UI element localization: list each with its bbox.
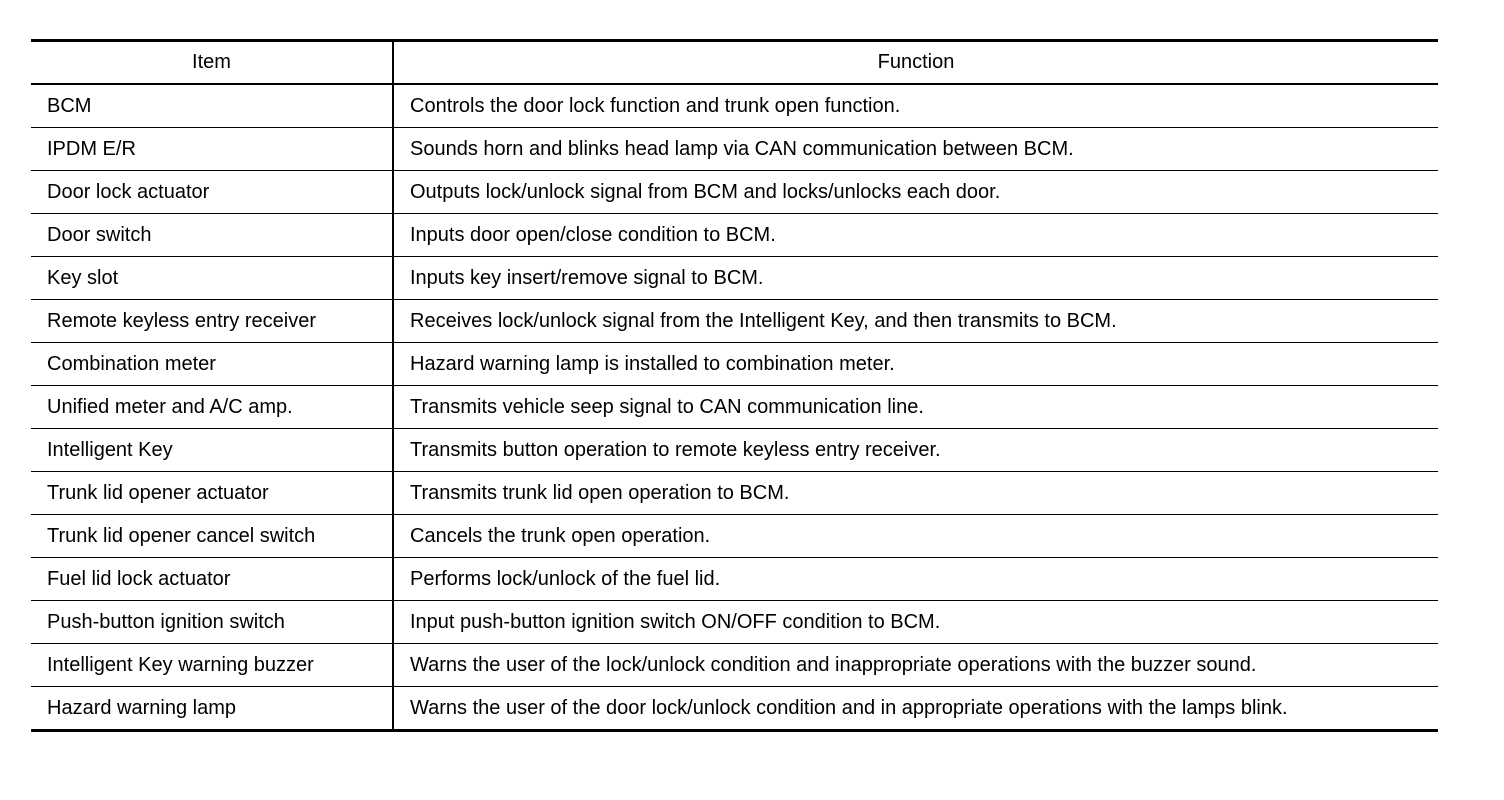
function-cell: Inputs key insert/remove signal to BCM. <box>393 257 1438 300</box>
table-row <box>31 84 1438 128</box>
item-cell: Intelligent Key <box>31 429 393 472</box>
table-row <box>31 300 1438 343</box>
table-row <box>31 515 1438 558</box>
function-cell: Receives lock/unlock signal from the Intelligent Key, and then transmits to BCM. <box>393 300 1438 343</box>
table-row <box>31 429 1438 472</box>
item-cell: Key slot <box>31 257 393 300</box>
item-cell: Intelligent Key warning buzzer <box>31 644 393 687</box>
table-row <box>31 644 1438 687</box>
table-row <box>31 687 1438 731</box>
table-row <box>31 601 1438 644</box>
item-cell: IPDM E/R <box>31 128 393 171</box>
table-row <box>31 472 1438 515</box>
function-cell: Controls the door lock function and trunk open function. <box>393 84 1438 128</box>
table-row <box>31 257 1438 300</box>
item-cell: Hazard warning lamp <box>31 687 393 731</box>
header-item: Item <box>31 41 393 85</box>
item-cell: Fuel lid lock actuator <box>31 558 393 601</box>
item-cell: BCM <box>31 84 393 128</box>
header-function: Function <box>393 41 1438 85</box>
item-cell: Trunk lid opener cancel switch <box>31 515 393 558</box>
table-row <box>31 214 1438 257</box>
item-cell: Door lock actuator <box>31 171 393 214</box>
function-cell: Sounds horn and blinks head lamp via CAN communication between BCM. <box>393 128 1438 171</box>
table-row <box>31 558 1438 601</box>
table-row <box>31 171 1438 214</box>
table-row <box>31 386 1438 429</box>
table-row <box>31 343 1438 386</box>
item-cell: Unified meter and A/C amp. <box>31 386 393 429</box>
function-cell: Performs lock/unlock of the fuel lid. <box>393 558 1438 601</box>
function-cell: Inputs door open/close condition to BCM. <box>393 214 1438 257</box>
function-cell: Warns the user of the door lock/unlock condition and in appropriate operations with the lamps blink. <box>393 687 1438 731</box>
header-row <box>31 41 1438 85</box>
function-cell: Transmits trunk lid open operation to BCM. <box>393 472 1438 515</box>
item-cell: Remote keyless entry receiver <box>31 300 393 343</box>
function-cell: Cancels the trunk open operation. <box>393 515 1438 558</box>
component-function-table <box>31 39 1438 732</box>
function-cell: Input push-button ignition switch ON/OFF condition to BCM. <box>393 601 1438 644</box>
function-cell: Warns the user of the lock/unlock condition and inappropriate operations with the buzzer sound. <box>393 644 1438 687</box>
function-cell: Outputs lock/unlock signal from BCM and locks/unlocks each door. <box>393 171 1438 214</box>
table-row <box>31 128 1438 171</box>
item-cell: Push-button ignition switch <box>31 601 393 644</box>
function-cell: Transmits button operation to remote keyless entry receiver. <box>393 429 1438 472</box>
function-cell: Hazard warning lamp is installed to combination meter. <box>393 343 1438 386</box>
function-cell: Transmits vehicle seep signal to CAN communication line. <box>393 386 1438 429</box>
item-cell: Door switch <box>31 214 393 257</box>
item-cell: Trunk lid opener actuator <box>31 472 393 515</box>
item-cell: Combination meter <box>31 343 393 386</box>
